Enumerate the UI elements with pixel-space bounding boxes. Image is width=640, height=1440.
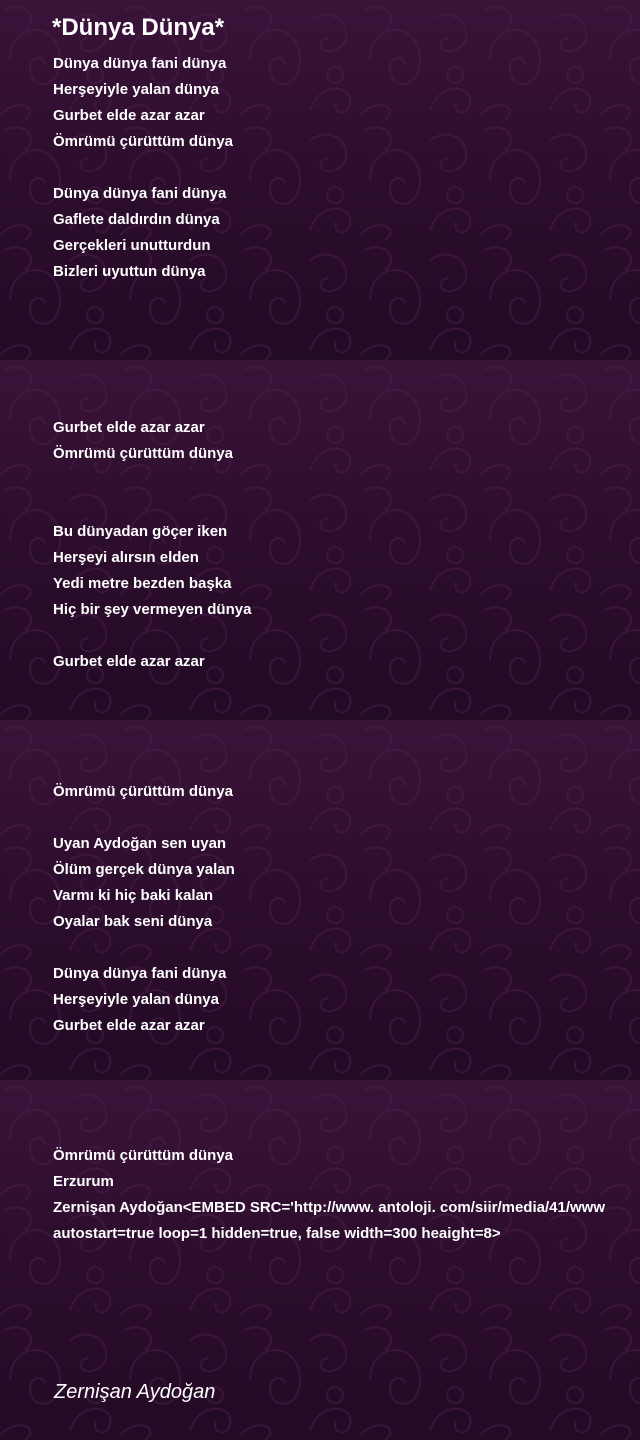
poem-blank-line bbox=[53, 805, 640, 831]
poem-blank-line bbox=[53, 727, 640, 753]
poem-blank-line bbox=[53, 493, 640, 519]
poem-line: Hiç bir şey vermeyen dünya bbox=[53, 601, 252, 618]
poem-line: Dünya dünya fani dünya bbox=[53, 55, 227, 72]
poem-line: Ömrümü çürüttüm dünya bbox=[53, 445, 234, 462]
poem-line: Herşeyiyle yalan dünya bbox=[53, 81, 219, 98]
poem-blank-line bbox=[53, 389, 640, 415]
poem-line: Yedi metre bezden başka bbox=[53, 575, 232, 592]
poem-blank-line bbox=[53, 623, 640, 649]
poem-blank-line bbox=[53, 753, 640, 779]
poem-line: Herşeyiyle yalan dünya bbox=[53, 991, 219, 1008]
poem-line: Gerçekleri unutturdun bbox=[53, 237, 211, 254]
poem-line: Herşeyi alırsın elden bbox=[53, 549, 199, 566]
poem-line: Dünya dünya fani dünya bbox=[53, 965, 227, 982]
poem-line: Oyalar bak seni dünya bbox=[53, 913, 213, 930]
poem-blank-line bbox=[53, 1065, 640, 1091]
poem-author: Zernişan Aydoğan bbox=[54, 1381, 216, 1403]
poem-blank-line bbox=[53, 285, 640, 311]
poem-blank-line bbox=[53, 701, 640, 727]
poem-blank-line bbox=[53, 467, 640, 493]
poem-line: Uyan Aydoğan sen uyan bbox=[53, 835, 227, 852]
poem-body bbox=[53, 51, 640, 1247]
poem-blank-line bbox=[53, 1091, 640, 1117]
poem-title: *Dünya Dünya* bbox=[52, 14, 225, 41]
poem-line: Varmı ki hiç baki kalan bbox=[53, 887, 214, 904]
poem-line: Ömrümü çürüttüm dünya bbox=[53, 783, 234, 800]
poem-line: Ömrümü çürüttüm dünya bbox=[53, 1147, 234, 1164]
poem-line: Ölüm gerçek dünya yalan bbox=[53, 861, 235, 878]
poem-blank-line bbox=[53, 935, 640, 961]
poem-line: autostart=true loop=1 hidden=true, false width=300 heaight=8> bbox=[53, 1225, 501, 1242]
poem-blank-line bbox=[53, 1117, 640, 1143]
poem-line: Gurbet elde azar azar bbox=[53, 1017, 205, 1034]
poem-line: Bu dünyadan göçer iken bbox=[53, 523, 228, 540]
poem-line: Gurbet elde azar azar bbox=[53, 653, 205, 670]
poem-line: Ömrümü çürüttüm dünya bbox=[53, 133, 234, 150]
poem-line: Dünya dünya fani dünya bbox=[53, 185, 227, 202]
poem-blank-line bbox=[53, 311, 640, 337]
poem-line: Gurbet elde azar azar bbox=[53, 419, 205, 436]
poem-blank-line bbox=[53, 1039, 640, 1065]
poem-line: Zernişan Aydoğan<EMBED SRC='http://www. antoloji. com/siir/media/41/www bbox=[53, 1199, 605, 1216]
poem-blank-line bbox=[53, 337, 640, 363]
poem-line: Bizleri uyuttun dünya bbox=[53, 263, 206, 280]
poem-blank-line bbox=[53, 155, 640, 181]
poem-line: Gaflete daldırdın dünya bbox=[53, 211, 220, 228]
poem-line: Erzurum bbox=[53, 1173, 114, 1190]
poem-blank-line bbox=[53, 363, 640, 389]
poem-blank-line bbox=[53, 675, 640, 701]
poem-line: Gurbet elde azar azar bbox=[53, 107, 205, 124]
